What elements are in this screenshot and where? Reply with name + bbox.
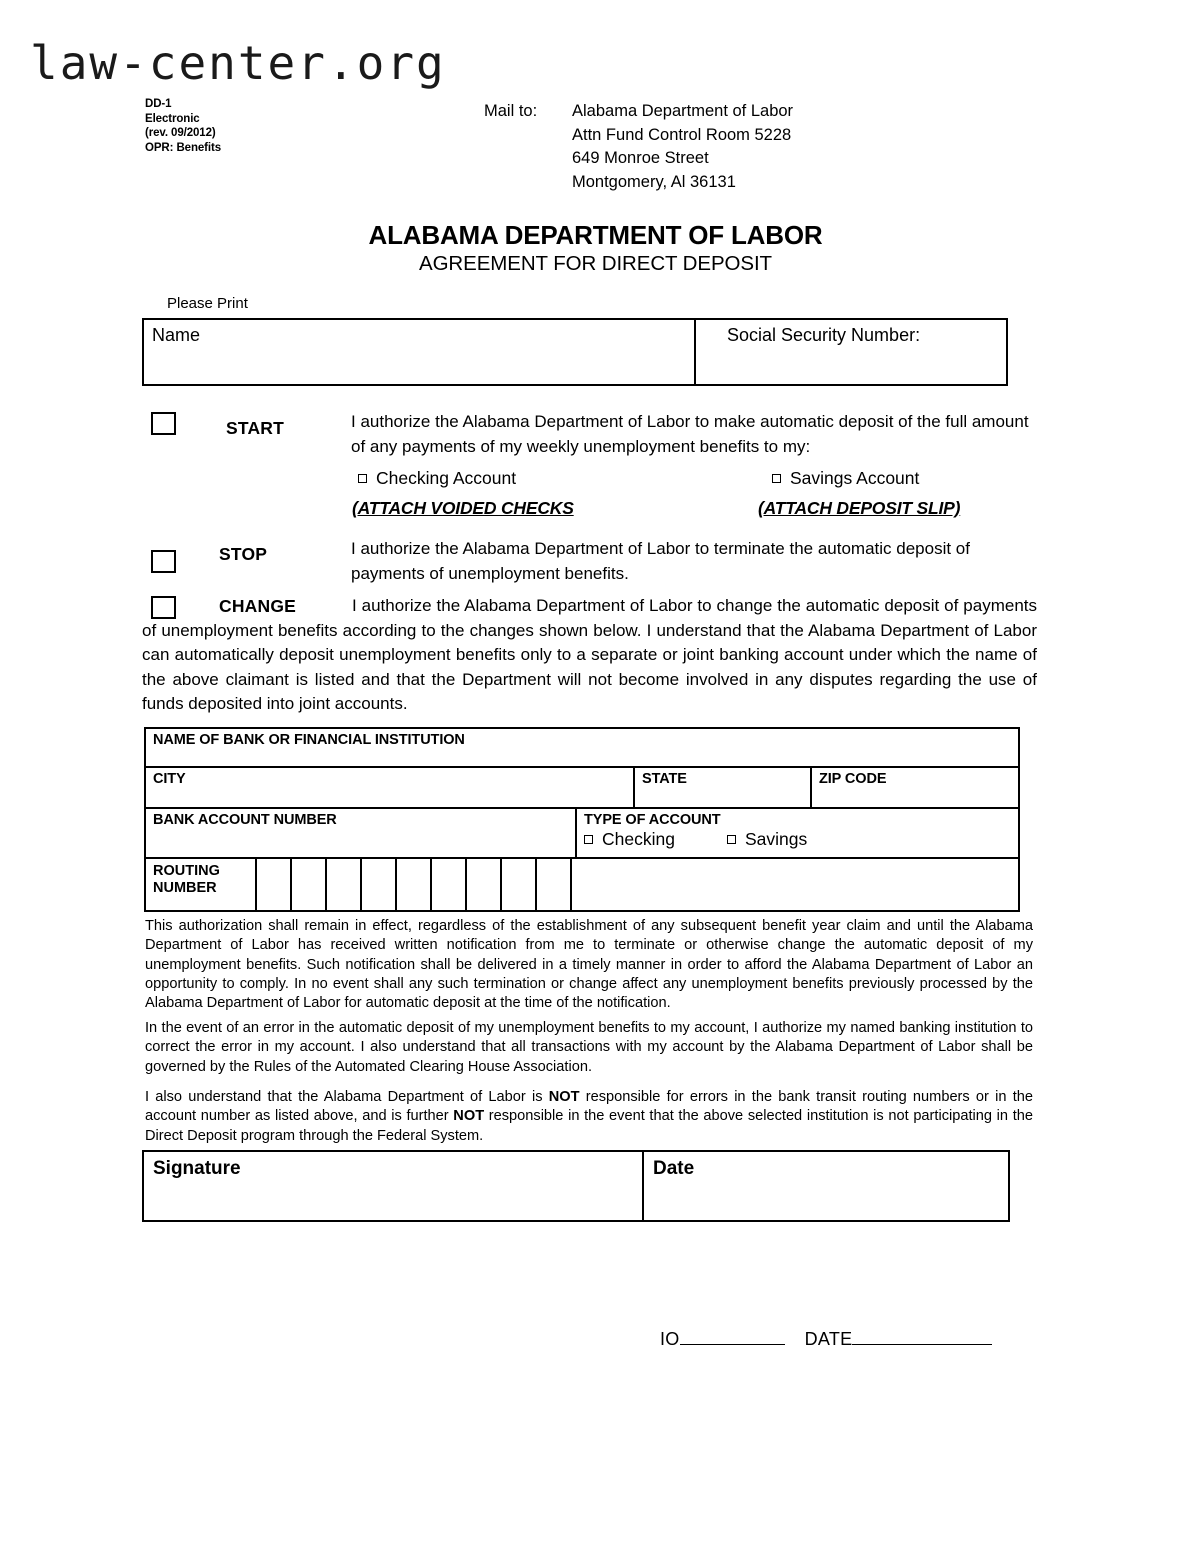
type-of-account-label: TYPE OF ACCOUNT	[584, 812, 721, 828]
identity-table	[142, 318, 1008, 386]
signature-label: Signature	[153, 1158, 241, 1179]
mail-to-label: Mail to:	[484, 102, 538, 120]
table-row	[146, 729, 1018, 768]
table-row	[146, 809, 1018, 859]
routing-number-label-cell	[146, 859, 257, 910]
routing-digit-cell[interactable]	[257, 859, 292, 910]
routing-row-filler	[572, 859, 1018, 910]
type-of-account-cell	[577, 809, 1018, 857]
routing-number-label: ROUTING NUMBER	[153, 863, 220, 896]
form-code-line: (rev. 09/2012)	[145, 127, 216, 139]
table-row	[146, 859, 1018, 910]
footer-date-label: DATE	[804, 1329, 853, 1349]
form-code-block	[145, 97, 221, 155]
type-checking-label: Checking	[602, 829, 675, 849]
zip-code-label: ZIP CODE	[819, 771, 887, 787]
routing-digit-cell[interactable]	[502, 859, 537, 910]
page-subtitle: AGREEMENT FOR DIRECT DEPOSIT	[419, 252, 772, 275]
change-keyword: CHANGE	[219, 596, 297, 616]
routing-digit-cell[interactable]	[467, 859, 502, 910]
type-savings-label: Savings	[744, 829, 808, 849]
bank-name-cell[interactable]	[146, 729, 1018, 766]
type-of-account-options	[577, 828, 1018, 850]
date-label: Date	[653, 1158, 695, 1179]
address-line: Alabama Department of Labor	[572, 102, 794, 120]
form-code-line: OPR: Benefits	[145, 141, 222, 154]
start-checkbox[interactable]	[151, 412, 176, 435]
io-label: IO	[660, 1329, 680, 1349]
bank-account-number-cell[interactable]	[146, 809, 577, 857]
mail-to-block	[484, 100, 793, 194]
start-checking-option[interactable]	[358, 468, 516, 489]
name-field-cell[interactable]	[144, 320, 696, 384]
bank-account-number-label: BANK ACCOUNT NUMBER	[153, 812, 337, 828]
start-description: I authorize the Alabama Department of Labor to make automatic deposit of the full amount of any payments of my weekly unemployment benefits to my:	[351, 412, 1029, 456]
state-cell[interactable]	[635, 768, 812, 807]
date-cell[interactable]	[644, 1152, 1008, 1220]
checkbox-icon[interactable]	[358, 474, 367, 483]
attach-deposit-slip-note: (ATTACH DEPOSIT SLIP)	[758, 498, 961, 518]
form-code-line: Electronic	[145, 112, 200, 125]
ssn-label: Social Security Number:	[727, 325, 921, 345]
please-print-note: Please Print	[167, 295, 248, 312]
checking-account-label: Checking Account	[376, 468, 517, 488]
legal-paragraph-error-correction: In the event of an error in the automatic deposit of my unemployment benefits to my account, I authorize my named banking institution to correct the error in my account. I also understand that all transactions with my account by the Alabama Department of Labor shall be governed by the Rules of the Automated Clearing House Association.	[145, 1020, 1033, 1075]
routing-digit-cell[interactable]	[292, 859, 327, 910]
routing-digit-cell[interactable]	[362, 859, 397, 910]
routing-digit-cell[interactable]	[327, 859, 362, 910]
savings-account-label: Savings Account	[790, 468, 920, 488]
legal-paragraph-liability: I also understand that the Alabama Department of Labor is NOT responsible for errors in the bank transit routing numbers or in the account number as listed above, and is further NOT responsible in the event that the above selected institution is not participating in the Direct Deposit program through the Federal System.	[145, 1089, 1033, 1144]
checkbox-icon[interactable]	[584, 835, 593, 844]
bank-name-label: NAME OF BANK OR FINANCIAL INSTITUTION	[153, 732, 465, 748]
page-title: ALABAMA DEPARTMENT OF LABOR	[368, 220, 823, 250]
start-keyword: START	[226, 418, 285, 438]
signature-cell[interactable]	[144, 1152, 644, 1220]
io-blank-line[interactable]	[680, 1344, 785, 1345]
form-code-line: DD-1	[145, 98, 172, 110]
address-line: Montgomery, Al 36131	[572, 172, 736, 191]
mail-to-address	[572, 100, 793, 194]
attach-voided-checks-note: (ATTACH VOIDED CHECKS	[352, 498, 574, 518]
routing-digit-cell[interactable]	[537, 859, 572, 910]
checkbox-icon[interactable]	[727, 835, 736, 844]
table-row	[144, 320, 1006, 384]
city-label: CITY	[153, 771, 186, 787]
legal-paragraph-authorization: This authorization shall remain in effect, regardless of the establishment of any subsequent benefit year claim and until the Alabama Department of Labor has received written notification from me to terminate or otherwise change the automatic deposit of my unemployment benefits. Such notification shall be delivered in a timely manner in order to afford the Alabama Department of Labor an opportunity to comply. In no event shall any such termination or change affect any unemployment benefits previously processed by the Alabama Department of Labor for automatic deposit at the time of the notification.	[145, 918, 1033, 1012]
city-cell[interactable]	[146, 768, 635, 807]
routing-digit-cell[interactable]	[432, 859, 467, 910]
office-use-footer	[660, 1329, 992, 1350]
ssn-field-cell[interactable]	[696, 320, 1006, 384]
zip-code-cell[interactable]	[812, 768, 1018, 807]
start-savings-option[interactable]	[772, 468, 919, 489]
stop-keyword: STOP	[219, 544, 268, 564]
address-line: 649 Monroe Street	[572, 149, 709, 167]
state-label: STATE	[642, 771, 687, 787]
site-brand-watermark: law-center.org	[30, 36, 446, 90]
address-line: Attn Fund Control Room 5228	[572, 125, 792, 144]
date-blank-line[interactable]	[852, 1344, 992, 1345]
name-label: Name	[152, 325, 201, 345]
stop-description: I authorize the Alabama Department of Labor to terminate the automatic deposit of payments of unemployment benefits.	[351, 539, 970, 583]
bank-information-table	[144, 727, 1020, 912]
routing-digit-cell[interactable]	[397, 859, 432, 910]
stop-checkbox[interactable]	[151, 550, 176, 573]
change-description: I authorize the Alabama Department of Labor to change the automatic deposit of payments of unemployment benefits according to the changes shown below. I understand that the Alabama Department of Labor can automatically deposit unemployment benefits only to a separate or joint banking account under which the name of the above claimant is listed and that the Department will not become involved in any disputes regarding the use of funds deposited into joint accounts.	[142, 596, 1037, 713]
signature-table	[142, 1150, 1010, 1222]
checkbox-icon[interactable]	[772, 474, 781, 483]
table-row	[146, 768, 1018, 809]
table-row	[144, 1152, 1008, 1220]
